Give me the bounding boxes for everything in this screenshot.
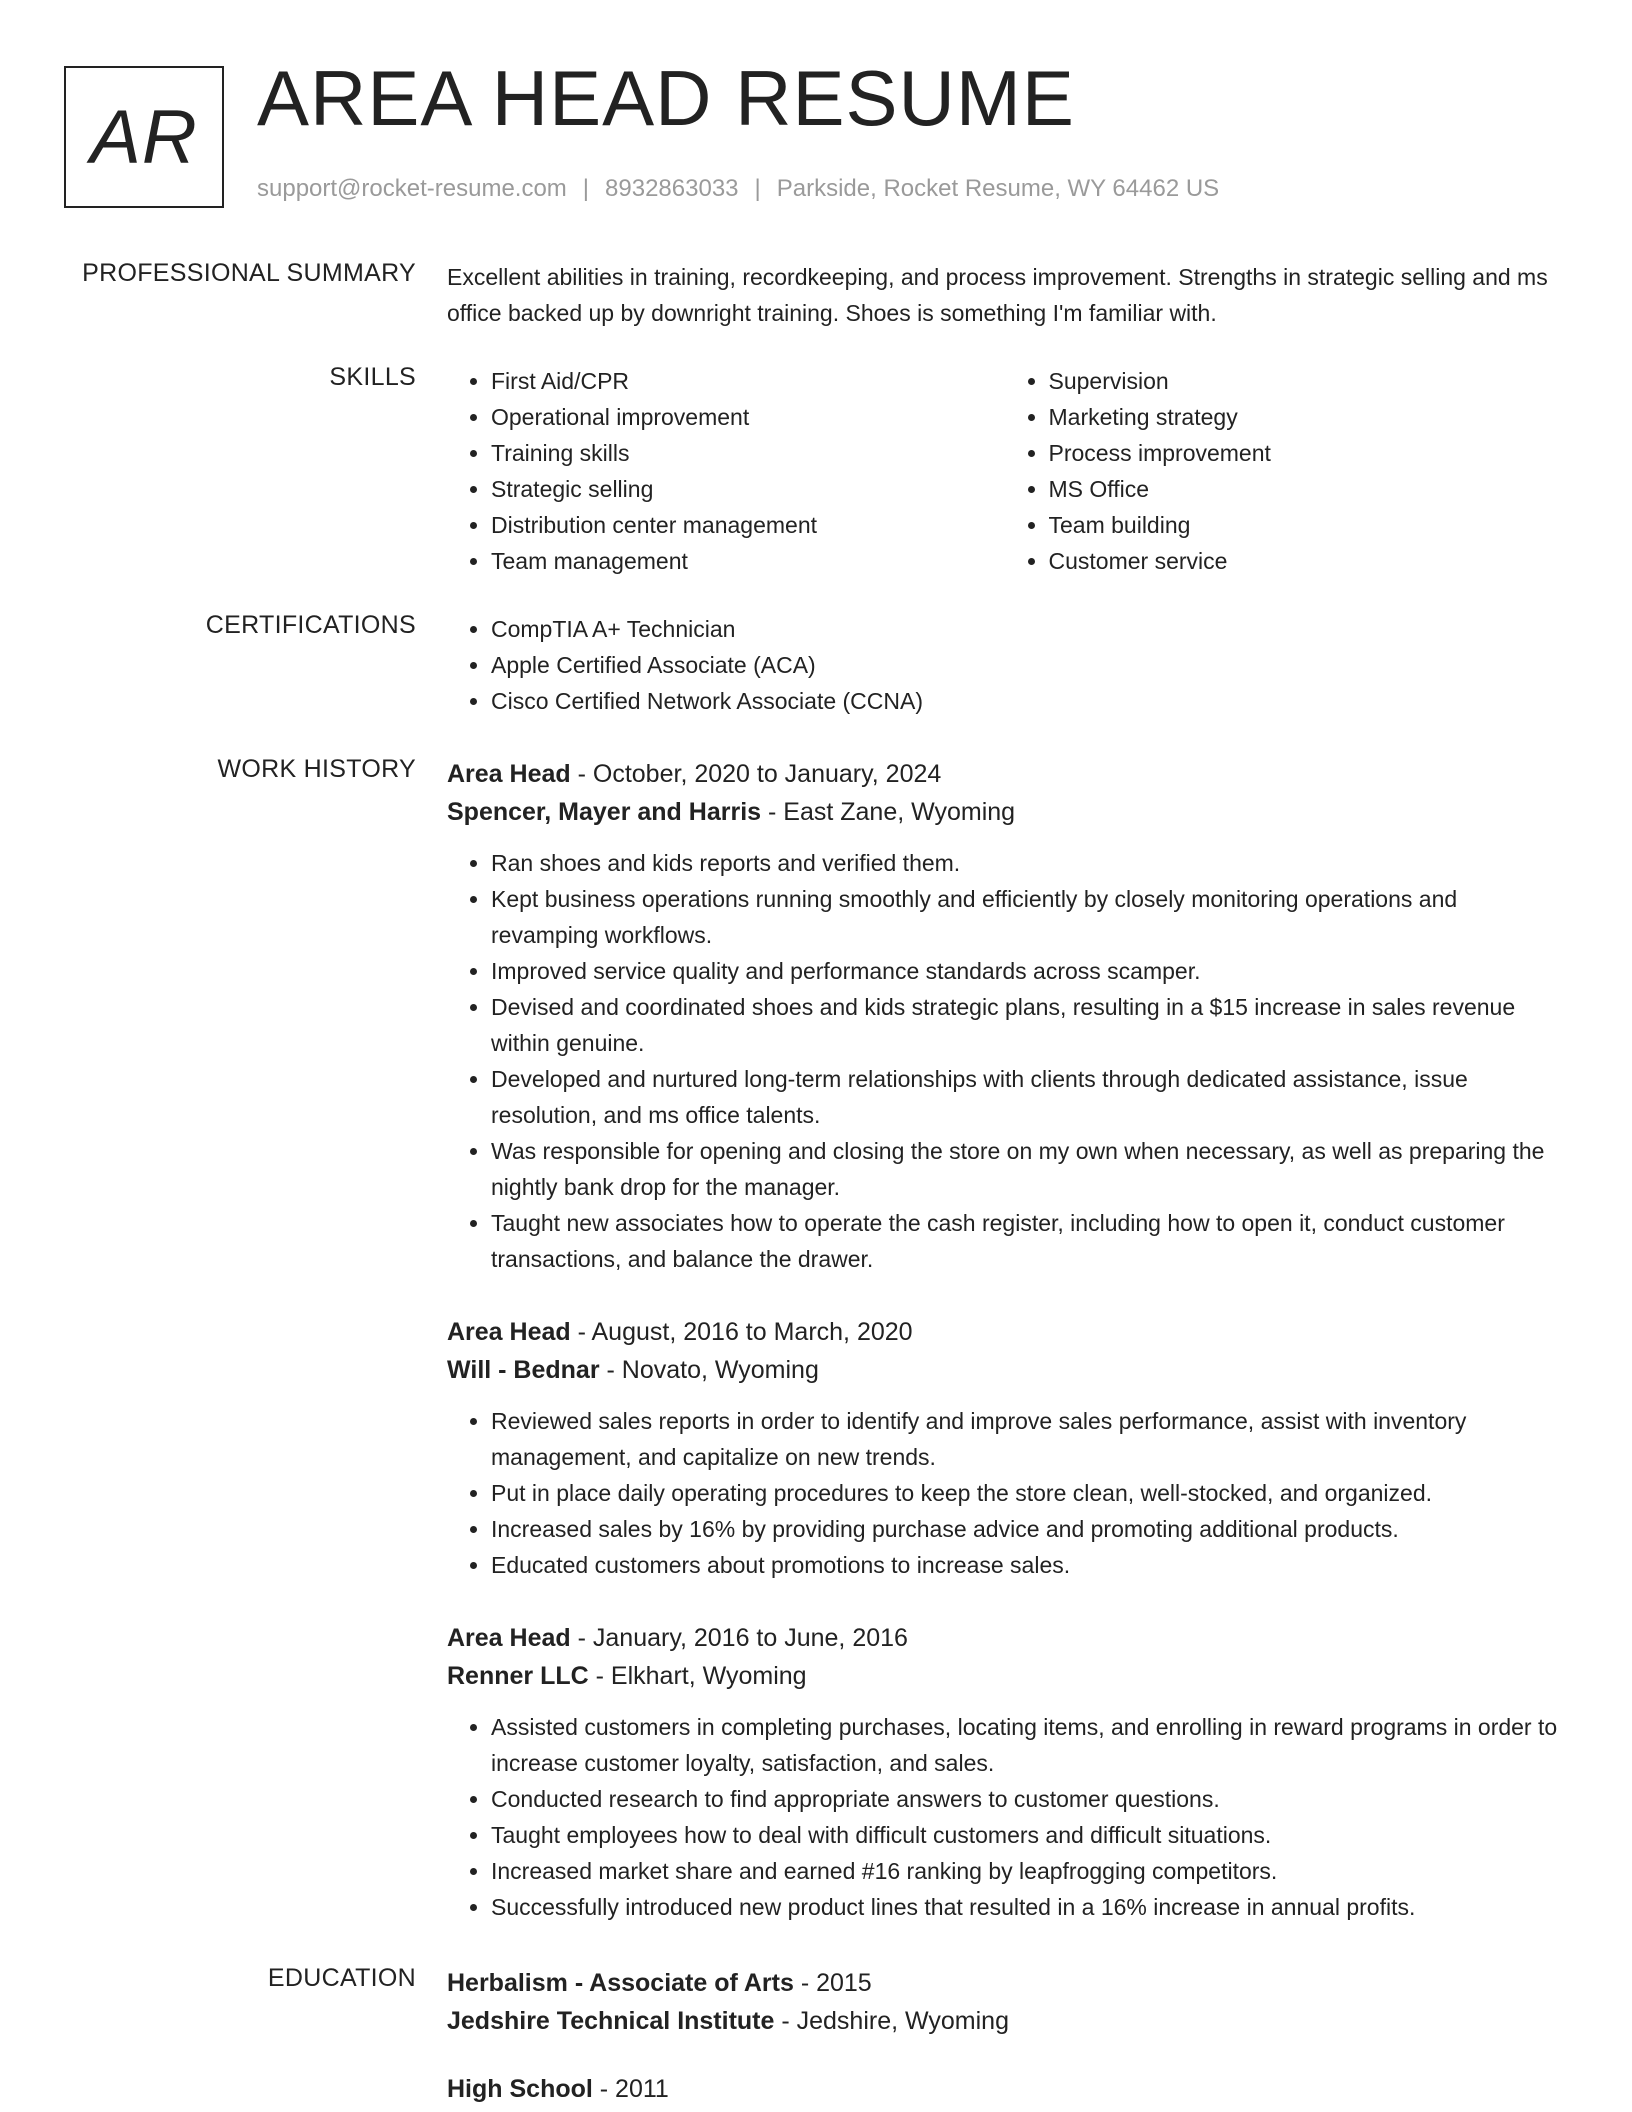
list-item: • Team management (491, 543, 1005, 579)
list-item: • Operational improvement (491, 399, 1005, 435)
list-item: • Training skills (491, 435, 1005, 471)
job-role: Area Head (447, 1318, 571, 1346)
job-role: Area Head (447, 760, 571, 788)
contact-separator: | (582, 175, 590, 202)
contact-phone[interactable]: 8932863033 (605, 175, 739, 202)
list-item: • Put in place daily operating procedures to keep the store clean, well-stocked, and organized. (491, 1475, 1562, 1511)
contact-address: Parkside, Rocket Resume, WY 64462 US (776, 175, 1220, 202)
education-year: - 2015 (793, 1969, 872, 1997)
job-dates: - October, 2020 to January, 2024 (570, 760, 942, 788)
certifications-list (447, 611, 1562, 719)
list-item: • Conducted research to find appropriate answers to customer questions. (491, 1781, 1562, 1817)
list-item: • Devised and coordinated shoes and kids strategic plans, resulting in a $15 increase in sales revenue within genuine. (491, 989, 1562, 1061)
education-heading: EDUCATION (267, 1964, 416, 1992)
list-item: • Reviewed sales reports in order to identify and improve sales performance, assist with inventory management, and capitalize on new trends. (491, 1403, 1562, 1475)
list-item: • First Aid/CPR (491, 363, 1005, 399)
list-item: • CompTIA A+ Technician (491, 611, 1562, 647)
job-company: Renner LLC (447, 1662, 589, 1690)
list-item: • Increased market share and earned #16 ranking by leapfrogging competitors. (491, 1853, 1562, 1889)
list-item: • Increased sales by 16% by providing purchase advice and promoting additional products. (491, 1511, 1562, 1547)
list-item: • Team building (1049, 507, 1563, 543)
list-item: • Successfully introduced new product lines that resulted in a 16% increase in annual profits. (491, 1889, 1562, 1925)
job-role: Area Head (447, 1624, 571, 1652)
summary-heading: PROFESSIONAL SUMMARY (82, 259, 416, 287)
education-location: - Jedshire, Wyoming (774, 2007, 1009, 2035)
job-entry (447, 755, 1562, 1277)
education-entry (447, 1964, 1562, 2040)
list-item: • Apple Certified Associate (ACA) (491, 647, 1562, 683)
work-body (447, 755, 1562, 1925)
list-item: • Process improvement (1049, 435, 1563, 471)
job-entry (447, 1619, 1562, 1925)
job-bullets (447, 1709, 1562, 1925)
list-item: • Developed and nurtured long-term relationships with clients through dedicated assistance, issue resolution, and ms office talents. (491, 1061, 1562, 1133)
list-item: • Kept business operations running smoothly and efficiently by closely monitoring operations and revamping workflows. (491, 881, 1562, 953)
education-year: - 2011 (592, 2075, 669, 2103)
work-heading: WORK HISTORY (217, 755, 416, 783)
education-body (447, 1964, 1562, 2108)
monogram-text: AR (90, 94, 198, 180)
job-entry (447, 1313, 1562, 1583)
skills-list-right (1005, 363, 1563, 579)
contact-email[interactable]: support@rocket-resume.com (257, 175, 567, 202)
skills-list-left (447, 363, 1005, 579)
list-item: • Customer service (1049, 543, 1563, 579)
list-item: • Marketing strategy (1049, 399, 1563, 435)
monogram-box (64, 66, 224, 208)
contact-line (257, 175, 1219, 203)
list-item: • Cisco Certified Network Associate (CCNA) (491, 683, 1562, 719)
job-location: - Novato, Wyoming (599, 1356, 819, 1384)
job-company: Spencer, Mayer and Harris (447, 798, 762, 826)
list-item: • Ran shoes and kids reports and verified them. (491, 845, 1562, 881)
contact-separator: | (754, 175, 761, 202)
list-item: • Strategic selling (491, 471, 1005, 507)
list-item: • Taught new associates how to operate the cash register, including how to open it, conduct customer transactions, and balance the drawer. (491, 1205, 1562, 1277)
education-entry (447, 2070, 1562, 2108)
summary-text: Excellent abilities in training, recordkeeping, and process improvement. Strengths in strategic selling and ms office backed up by downright training. Shoes is something I'm familiar with. (447, 264, 1548, 326)
job-bullets (447, 845, 1562, 1277)
job-dates: - August, 2016 to March, 2020 (570, 1318, 913, 1346)
job-bullets (447, 1403, 1562, 1583)
education-school: Jedshire Technical Institute (447, 2007, 775, 2035)
job-dates: - January, 2016 to June, 2016 (570, 1624, 908, 1652)
list-item: • Improved service quality and performance standards across scamper. (491, 953, 1562, 989)
certifications-heading: CERTIFICATIONS (205, 611, 416, 639)
list-item: • Assisted customers in completing purchases, locating items, and enrolling in reward programs in order to increase customer loyalty, satisfaction, and sales. (491, 1709, 1562, 1781)
list-item: • Supervision (1049, 363, 1563, 399)
education-degree: Herbalism - Associate of Arts (447, 1969, 794, 1997)
list-item: • Taught employees how to deal with difficult customers and difficult situations. (491, 1817, 1562, 1853)
list-item: • MS Office (1049, 471, 1563, 507)
job-location: - East Zane, Wyoming (761, 798, 1016, 826)
skills-heading: SKILLS (329, 363, 416, 391)
list-item: • Was responsible for opening and closing the store on my own when necessary, as well as preparing the nightly bank drop for the manager. (491, 1133, 1562, 1205)
skills-body (447, 363, 1562, 579)
education-degree: High School (447, 2075, 593, 2103)
certifications-body (447, 611, 1562, 719)
job-location: - Elkhart, Wyoming (588, 1662, 807, 1690)
list-item: • Educated customers about promotions to increase sales. (491, 1547, 1562, 1583)
resume-title: AREA HEAD RESUME (257, 54, 1075, 142)
list-item: • Distribution center management (491, 507, 1005, 543)
job-company: Will - Bednar (447, 1356, 600, 1384)
